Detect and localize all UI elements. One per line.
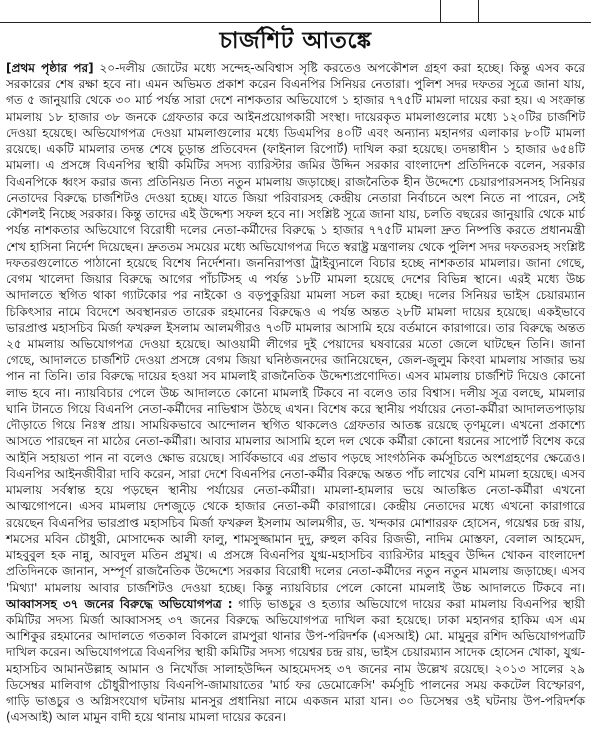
article-paragraph xyxy=(6,60,585,726)
article-text-part1: ২০-দলীয় জোটের মধ্যে সন্দেহ-অবিশ্বাস সৃষ্টি করতেও অপকৌশল গ্রহণ করা হচ্ছে। কিন্তু এসব করে সরকারের শেষ রক্ষা হবে না। এমন অভিমত প্রকাশ করেন বিএনপির সিনিয়র নেতারা। পুলিশ সদর দফতর সূত্রে জানা যায়, গত ৫ জানুয়ারি থেকে ৩০ মার্চ পর্যন্ত সারা দেশে নাশকতার অভিযোগে ১ হাজার ৭৭৫টি মামলা দায়ের করা হয়। এ সংক্রান্ত মামলায় ১৮ হাজার ৩৮ জনকে গ্রেফতার করে আইনপ্রয়োগকারী সংস্থা। দায়েরকৃত মামলাগুলোর মধ্যে ১২০টির চার্জশিট দেওয়া হয়েছে। অভিযোগপত্র দেওয়া মামলাগুলোর মধ্যে ডিএমপির ৪০টি এবং অন্যান্য মহানগর এলাকার ৮০টি মামলা রয়েছে। একটি মামলার তদন্ত শেষে চূড়ান্ত প্রতিবেদন (ফাইনাল রিপোর্ট) দাখিল করা হয়েছে। তদন্তাধীন ১ হাজার ৬৫৪টি মামলা। এ প্রসঙ্গে বিএনপির স্থায়ী কমিটির সদস্য ব্যারিস্টার জমির উদ্দিন সরকার বাংলাদেশ প্রতিদিনকে বলেন, সরকার বিএনপিকে ধ্বংস করার জন্য প্রতিনিয়ত নিত্য নতুন মামলায় জড়াচ্ছে। রাজনৈতিক হীন উদ্দেশ্যে চেয়ারপারসনসহ সিনিয়র নেতাদের বিরুদ্ধে চার্জশিটও দেওয়া হচ্ছে। যাতে জিয়া পরিবারসহ কেন্দ্রীয় নেতারা নির্বাচনে অংশ নিতে না পারেন, সেই কৌশলই নিচ্ছে সরকার। কিন্তু তাদের এই উদ্দেশ্য সফল হবে না। সংশ্লিষ্ট সূত্রে জানা যায়, চলতি বছরের জানুয়ারি থেকে মার্চ পর্যন্ত নাশকতার অভিযোগে বিরোধী দলের নেতা-কর্মীদের বিরুদ্ধে ১ হাজার ৭৭৫টি মামলা দ্রুত নিষ্পত্তি করতে প্রধানমন্ত্রী শেখ হাসিনা নির্দেশ দিয়েছেন। দ্রুততম সময়ের মধ্যে অভিযোগপত্র দিতে স্বরাষ্ট্র মন্ত্রণালয় থেকে পুলিশ সদর দফতরসহ সংশ্লিষ্ট দফতরগুলোতে পাঠানো হয়েছে বিশেষ নির্দেশনা। জননিরাপত্তা ট্রাইব্যুনালে বিচার হচ্ছে নাশকতার মামলার। জানা গেছে, বেগম খালেদা জিয়ার বিরুদ্ধে আগের পাঁচটিসহ এ পর্যন্ত ১৮টি মামলা হয়েছে দেশের বিভিন্ন স্থানে। এরই মধ্যে উচ্চ আদালতে স্থগিত থাকা গ্যাটকোর পর নাইকো ও বড়পুকুরিয়া মামলা সচল করা হচ্ছে। দলের সিনিয়র ভাইস চেয়ারম্যান চিকিৎসার নামে বিদেশে অবস্থানরত তারেক রহমানের বিরুদ্ধেও এ পর্যন্ত অন্তত ২৮টি মামলা দায়ের হয়েছে। একইভাবে ভারপ্রাপ্ত মহাসচিব মির্জা ফখরুল ইসলাম আলমগীরও ৭৩টি মামলার আসামি হয়ে বর্তমানে কারাগারে। তার বিরুদ্ধে অন্তত ২৫ মামলায় অভিযোগপত্র দেওয়া হয়েছে। আওয়ামী লীগের দুই পেয়াদের ঘষবারের মতো জেলে ঘাটছেন তিনি। জানা গেছে, আদালতে চার্জশিট দেওয়া প্রসঙ্গে বেগম জিয়া ঘনিষ্ঠজনদের জানিয়েছেন, জেল-জুলুম কিংবা মামলায় সাজার ভয় পান না তিনি। তার বিরুদ্ধে দায়ের হওয়া সব মামলাই রাজনৈতিক উদ্দেশ্যপ্রণোদিত। এসব মামলায় চার্জশিট দিয়েও কোনো লাভ হবে না। ন্যায়বিচার পেলে উচ্চ আদালতে কোনো মামলাই টিকবে না বলেও তার বিশ্বাস। দলীয় সূত্র বলছে, মামলার ঘানি টানতে গিয়ে বিএনপি নেতা-কর্মীদের নাভিশ্বাস উঠছে এখন। বিশেষ করে স্থানীয় পর্যায়ের নেতা-কর্মীরা আদালতপাড়ায় দৌড়াতে গিয়ে নিঃস্ব প্রায়। সাময়িকভাবে আন্দোলন স্থগিত থাকলেও গ্রেফতার আতঙ্ক রয়েছে তৃণমূলে। এখনো প্রকাশ্যে আসতে পারছেন না মাঠের নেতা-কর্মীরা। আবার মামলার আসামি হলে দল থেকে কর্মীরা কোনো ধরনের সাপোর্ট বিশেষ করে আইনি সহায়তা পান না বলেও ক্ষোভ রয়েছে। সার্বিকভাবে এর প্রভাব পড়ছে সাংগঠনিক কর্মসূচিতে অংশগ্রহণের ক্ষেত্রেও। বিএনপির আইনজীবীরা দাবি করেন, সারা দেশে বিএনপির নেতা-কর্মীর বিরুদ্ধে অন্তত পাঁচ লাখের বেশি মামলা হয়েছে। এসব মামলায় সর্বস্বান্ত হয়ে পড়ছেন স্থানীয় পর্যায়ের নেতা-কর্মীরা। মামলা-হামলার ভয়ে আতঙ্কিত নেতা-কর্মীরা এখনো আত্মগোপনে। এসব মামলায় দেশজুড়ে থেকে হাজার নেতা-কর্মী কারাগারে। কেন্দ্রীয় নেতাদের মধ্যে এখনো কারাগারে রয়েছেন বিএনপির ভারপ্রাপ্ত মহাসচিব মির্জা ফখরুল ইসলাম আলমগীর, ড. খন্দকার মোশাররফ হোসেন, গয়েশ্বর চন্দ্র রায়, শমসের মবিন চৌধুরী, মোসাদ্দেক আলী ফালু, শামসুজ্জামান দুদু, রুহুল কবির রিজভী, নাদিম মোস্তফা, বেলাল আহমেদ, মাহবুবুল হক নান্নু, আবদুল মতিন প্রমুখ। এ প্রসঙ্গে বিএনপির যুগ্ম-মহাসচিব ব্যারিস্টার মাহবুব উদ্দিন খোকন বাংলাদেশ প্রতিদিনকে জানান, সম্পূর্ণ রাজনৈতিক উদ্দেশ্যে সরকার বিরোধী দলের নেতা-কর্মীদের নতুন নতুন মামলায় জড়াচ্ছে। এসব 'মিথ্যা' মামলায় আবার চার্জশিটও দেওয়া হচ্ছে। কিন্তু ন্যায়বিচার পেলে কোনো মামলাই উচ্চ আদালতে টিকবে না। xyxy=(6,61,585,595)
article-text-part2: গাড়ি ভাঙচুর ও হত্যার অভিযোগে দায়ের করা মামলায় বিএনপির স্থায়ী কমিটির সদস্য মির্জা আব্বাসসহ ৩৭ জনের বিরুদ্ধে অভিযোগপত্র দাখিল করা হয়েছে। ঢাকা মহানগর হাকিম এস এম আশিকুর রহমানের আদালতে গতকাল বিকালে রামপুরা থানার উপ-পরিদর্শক (এসআই) মো. মামুনুর রশিদ অভিযোগপত্রটি দাখিল করেন। অভিযোগপত্রে বিএনপির স্থায়ী কমিটির সদস্য গয়েশ্বর চন্দ্র রায়, ভাইস চেয়ারম্যান সাদেক হোসেন খোকা, যুগ্ম-মহাসচিব আমানউল্লাহ আমান ও নিখোঁজ সালাহউদ্দিন আহমেদসহ ৩৭ জনের নাম উল্লেখ রয়েছে। ২০১৩ সালের ২৯ ডিসেম্বর মালিবাগ চৌধুরীপাড়ায় বিএনপি-জামায়াতের 'মার্চ ফর ডেমোক্রেসি' কর্মসূচি পালনের সময় ককটেল বিস্ফোরণ, গাড়ি ভাঙচুর ও অগ্নিসংযোগ ঘটনায় মানসুর প্রধানিয়া নামে একজন মারা যান। ৩০ ডিসেম্বর ওই ঘটনায় উপ-পরিদর্শক (এসআই) আল মামুন বাদী হয়ে থানায় মামলা দায়ের করেন। xyxy=(6,596,585,725)
article-body xyxy=(6,60,585,726)
continuation-kicker: [প্রথম পৃষ্ঠার পর] xyxy=(6,61,94,75)
adjacent-article-column xyxy=(478,0,591,22)
top-column-rules xyxy=(0,0,591,23)
article-subheading: আব্বাসসহ ৩৭ জনের বিরুদ্ধে অভিযোগপত্র : xyxy=(6,596,233,611)
article-headline: চার্জশিট আতঙ্কে xyxy=(219,28,372,54)
previous-article-column xyxy=(0,0,441,22)
